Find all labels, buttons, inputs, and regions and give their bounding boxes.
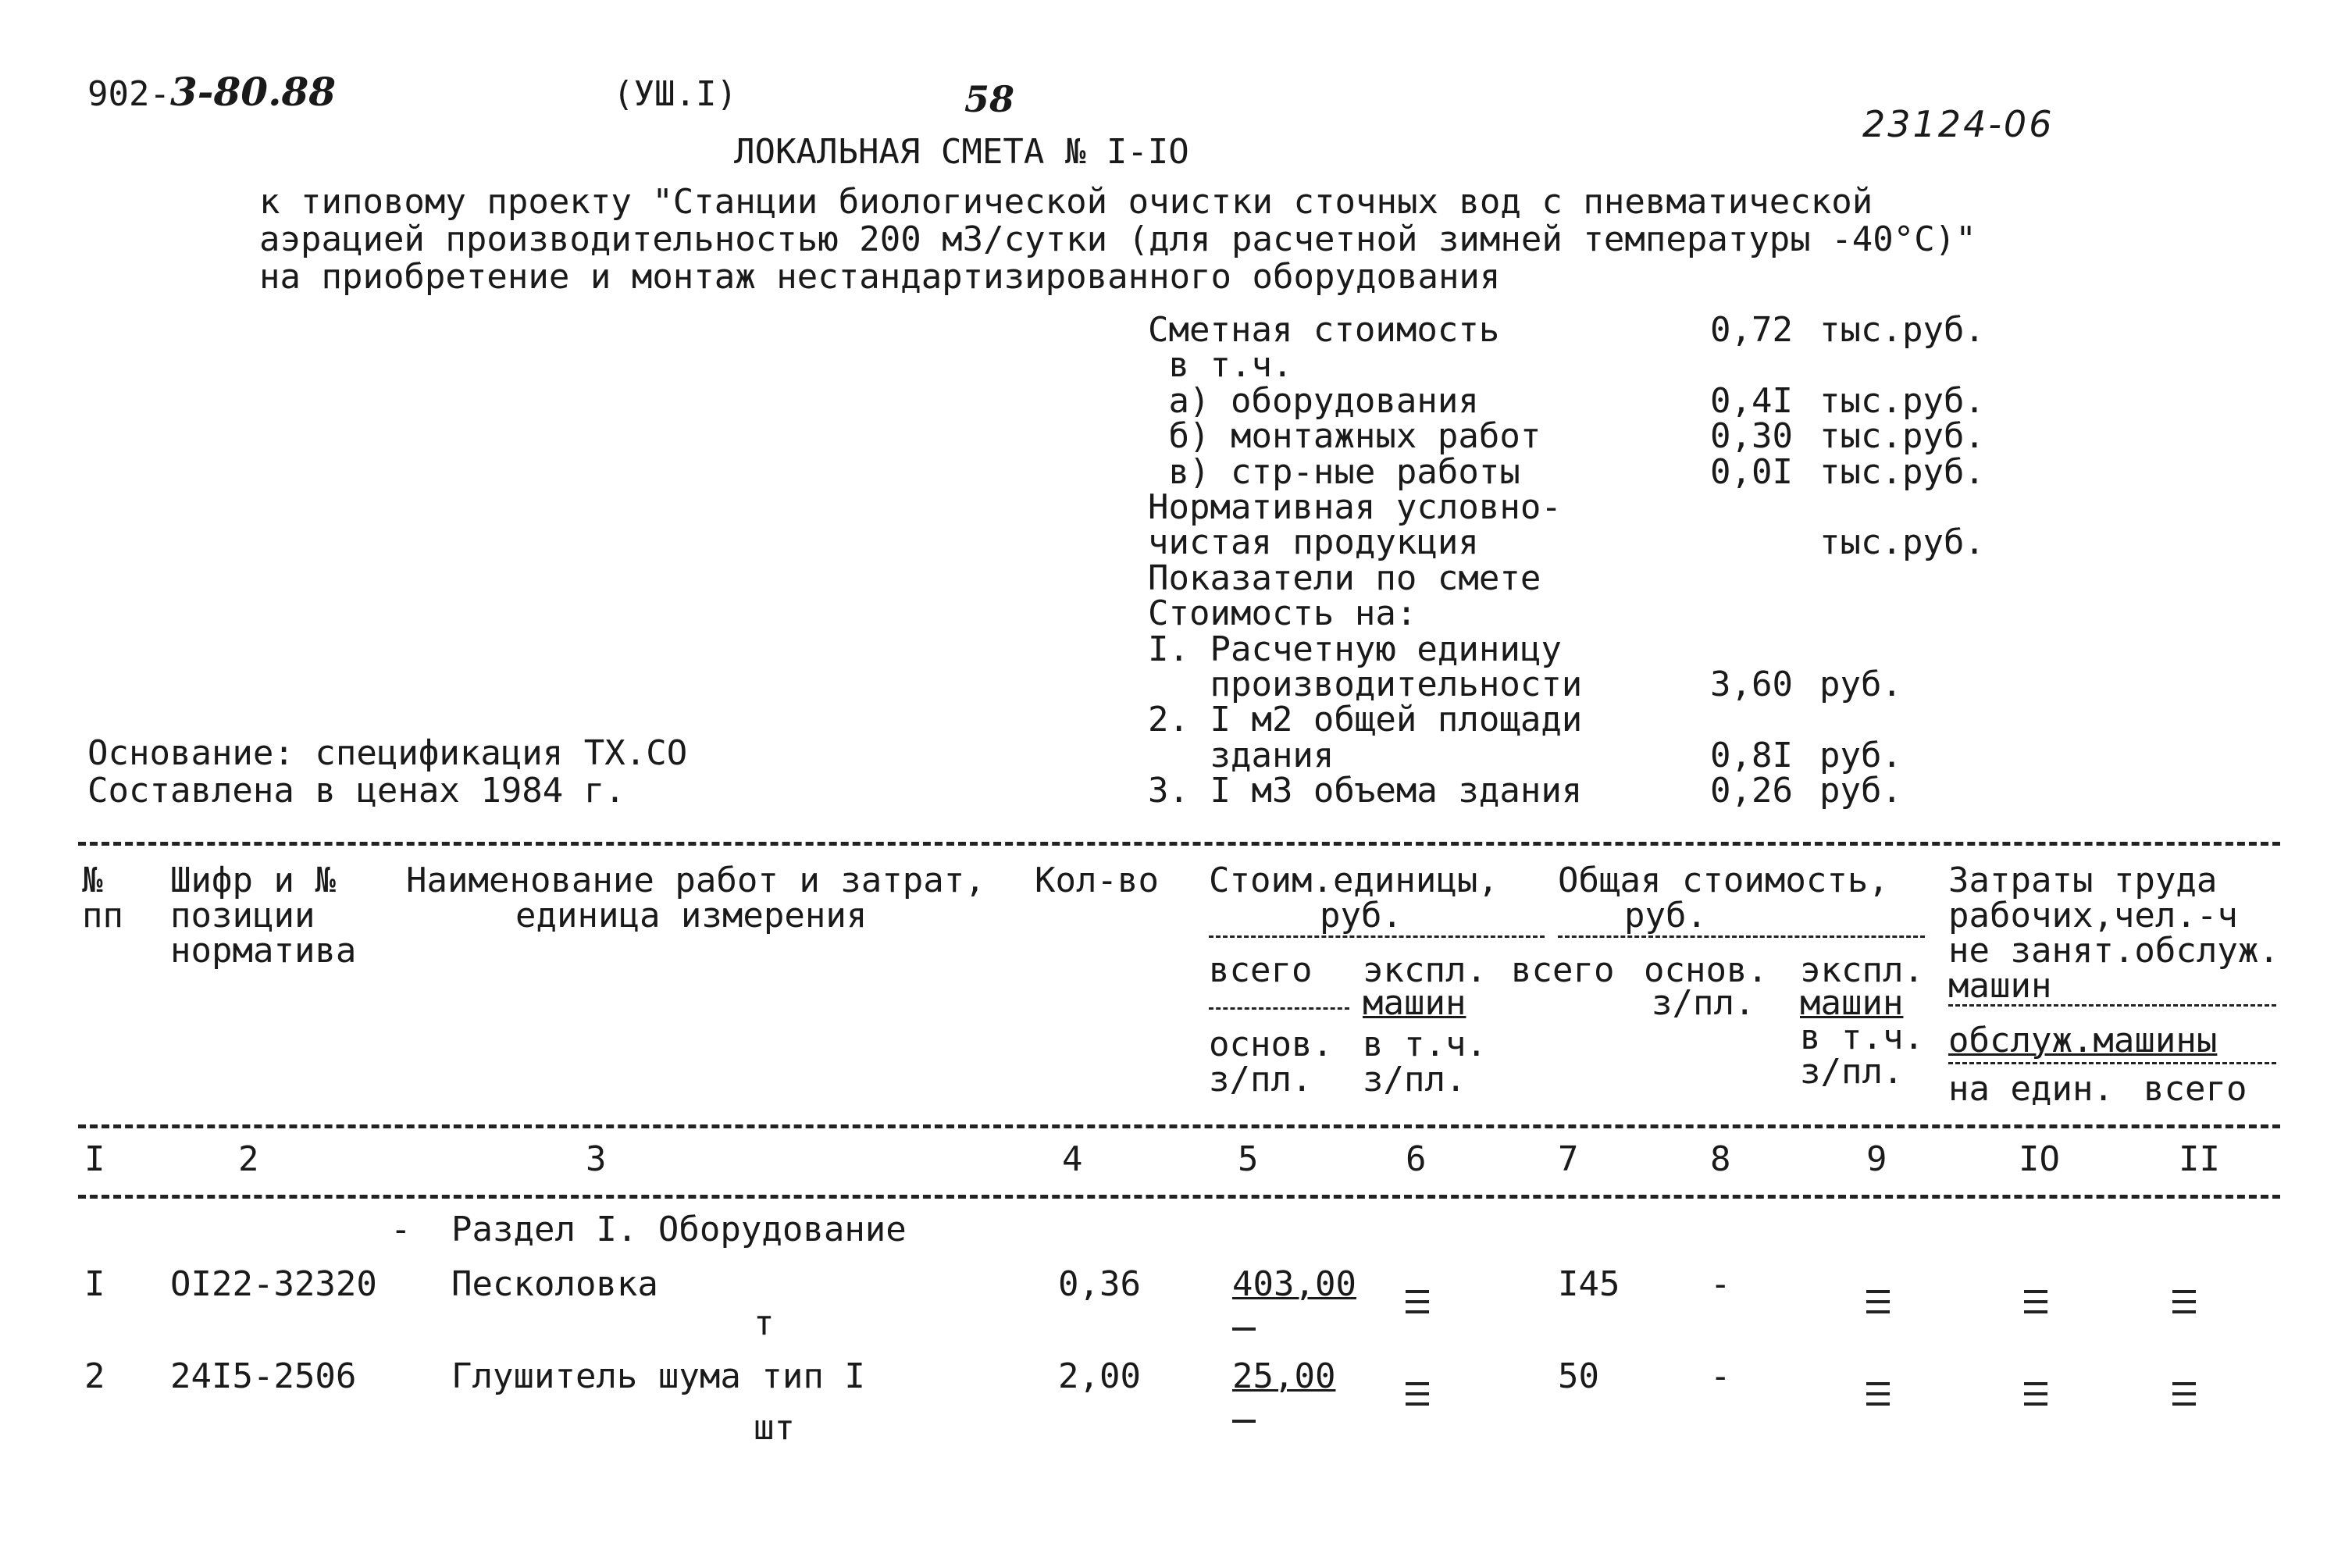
row-col11-dashes — [2172, 1382, 2196, 1413]
colnum-3: 3 — [586, 1139, 607, 1179]
summary-label: чистая продукция — [1148, 522, 1479, 563]
document-code-prefix: 902- — [87, 74, 170, 114]
row-name: Глушитель шума тип I — [451, 1356, 865, 1396]
sub-5-rule — [1209, 1007, 1349, 1010]
summary-label: б) монтажных работ — [1148, 416, 1541, 457]
summary-unit: руб. — [1819, 735, 1902, 775]
row-num: 2 — [84, 1356, 105, 1396]
sub-10-rule — [1948, 1062, 2276, 1064]
sub-5-total: всего — [1209, 950, 1313, 990]
header-bottom-rule — [78, 1124, 2280, 1128]
row-code: OI22-32320 — [170, 1264, 377, 1304]
colnum-10: IO — [2019, 1139, 2060, 1179]
group-rule-unit-cost — [1209, 935, 1545, 938]
row-col6-dashes — [1406, 1382, 1429, 1413]
header-total-cost: Общая стоимость, — [1558, 861, 1889, 900]
header-name-1: Наименование работ и затрат, — [406, 861, 985, 900]
summary-unit: руб. — [1819, 665, 1902, 704]
intro-line-1: к типовому проекту "Станции биологической очистки сточных вод с пневматической — [259, 182, 1873, 222]
row-unit-cost: 403,00 — [1232, 1264, 1356, 1304]
header-labour-4: машин — [1948, 966, 2052, 1006]
summary-label: а) оборудования — [1148, 380, 1479, 421]
row-col10-dashes — [2024, 1290, 2047, 1320]
colnum-11: II — [2179, 1139, 2220, 1179]
sub-6-expl: экспл. — [1363, 950, 1487, 990]
colnum-9: 9 — [1866, 1139, 1887, 1179]
header-num: № — [82, 861, 103, 900]
header-code-2: позиции — [170, 896, 315, 935]
row-qty: 0,36 — [1058, 1264, 1141, 1304]
summary-label: Показатели по смете — [1148, 558, 1541, 598]
sub-7-total: всего — [1511, 950, 1615, 990]
summary-unit: тыс.руб. — [1819, 451, 1985, 492]
volume-label: (УШ.I) — [613, 74, 737, 114]
summary-value: 3,60 — [1710, 665, 1793, 704]
header-unit-cost: Стоим.единицы, — [1209, 861, 1499, 900]
sub-10-per-unit: на един. — [1948, 1069, 2114, 1109]
row-col11-dashes — [2172, 1290, 2196, 1320]
summary-unit: тыс.руб. — [1819, 380, 1985, 421]
summary-value: 0,26 — [1710, 771, 1793, 811]
sub-9-wage: з/пл. — [1800, 1052, 1904, 1092]
sub-11-total: всего — [2144, 1069, 2247, 1109]
summary-unit: тыс.руб. — [1819, 310, 1985, 350]
row-unit: т — [754, 1303, 775, 1343]
row-name: Песколовка — [451, 1264, 658, 1304]
table-top-rule — [78, 842, 2280, 846]
row-unit: шт — [754, 1408, 795, 1448]
sub-6-machines: машин — [1363, 983, 1466, 1023]
header-qty: Кол-во — [1035, 861, 1159, 900]
sub-9-machines: машин — [1800, 983, 1904, 1023]
sub-6-wage: з/пл. — [1363, 1060, 1466, 1099]
sub-9-incl: в т.ч. — [1800, 1017, 1924, 1057]
sub-10-service: обслуж.машины — [1948, 1021, 2218, 1060]
colnum-4: 4 — [1062, 1139, 1083, 1179]
sub-8-base: основ. — [1644, 950, 1768, 990]
sub-5-base: основ. — [1209, 1025, 1333, 1064]
row-total: I45 — [1558, 1264, 1620, 1304]
section-dash: - — [390, 1210, 412, 1249]
summary-label: I. Расчетную единицу — [1148, 629, 1562, 669]
header-unit-cost-rub: руб. — [1320, 896, 1402, 935]
summary-value: 0,4I — [1710, 380, 1793, 421]
header-name-2: единица измерения — [515, 896, 868, 935]
summary-value: 0,30 — [1710, 416, 1793, 457]
colnum-2: 2 — [238, 1139, 259, 1179]
row-col8: - — [1710, 1356, 1731, 1396]
row-col9-dashes — [1866, 1290, 1890, 1320]
header-code-1: Шифр и № — [170, 861, 336, 900]
header-code-3: норматива — [170, 931, 357, 971]
row-unit-cost: 25,00 — [1232, 1356, 1336, 1396]
section-title: Раздел I. Оборудование — [451, 1210, 907, 1249]
row-num: I — [84, 1264, 105, 1304]
header-labour-1: Затраты труда — [1948, 861, 2218, 900]
colnum-6: 6 — [1406, 1139, 1427, 1179]
page-number: 58 — [964, 78, 1015, 120]
summary-label: Нормативная условно- — [1148, 487, 1562, 527]
header-pp: пп — [82, 896, 123, 935]
header-labour-3: не занят.обслуж. — [1948, 931, 2279, 971]
row-qty: 2,00 — [1058, 1356, 1141, 1396]
basis-line-1: Основание: спецификация ТХ.СО — [87, 733, 688, 773]
row-code: 24I5-2506 — [170, 1356, 357, 1396]
sub-5-wage: з/пл. — [1209, 1060, 1313, 1099]
summary-label: в т.ч. — [1148, 345, 1293, 386]
summary-label: производительности — [1148, 665, 1583, 704]
summary-label: Сметная стоимость — [1148, 310, 1500, 350]
header-total-cost-rub: руб. — [1624, 896, 1707, 935]
summary-unit: руб. — [1819, 771, 1902, 811]
colnum-bottom-rule — [78, 1195, 2280, 1199]
row-unit-cost-wage-dash — [1232, 1327, 1256, 1331]
row-col10-dashes — [2024, 1382, 2047, 1413]
summary-value: 0,72 — [1710, 310, 1793, 350]
colnum-1: I — [84, 1139, 105, 1179]
colnum-8: 8 — [1710, 1139, 1731, 1179]
sub-8-wage: з/пл. — [1652, 983, 1755, 1023]
summary-label: в) стр-ные работы — [1148, 451, 1520, 492]
header-labour-2: рабочих,чел.-ч — [1948, 896, 2238, 935]
row-unit-cost-wage-dash — [1232, 1420, 1256, 1423]
summary-label: здания — [1148, 735, 1335, 775]
document-code-handwritten: 3-80.88 — [169, 69, 337, 115]
summary-unit: тыс.руб. — [1819, 522, 1985, 563]
basis-line-2: Составлена в ценах 1984 г. — [87, 771, 625, 811]
summary-unit: тыс.руб. — [1819, 416, 1985, 457]
colnum-7: 7 — [1558, 1139, 1579, 1179]
document-title: ЛОКАЛЬНАЯ СМЕТА № I-IO — [734, 132, 1189, 172]
intro-line-2: аэрацией производительностью 200 м3/сутки (для расчетной зимней температуры -40°С)" — [259, 219, 1976, 259]
sub-9-expl: экспл. — [1800, 950, 1924, 990]
group-rule-labour — [1948, 1004, 2276, 1007]
row-col8: - — [1710, 1264, 1731, 1304]
intro-line-3: на приобретение и монтаж нестандартизированного оборудования — [259, 257, 1501, 297]
summary-value: 0,8I — [1710, 735, 1793, 775]
summary-label: 3. I м3 объема здания — [1148, 771, 1583, 811]
row-col6-dashes — [1406, 1290, 1429, 1320]
archive-number: 23124-06 — [1862, 103, 2054, 145]
sub-6-incl: в т.ч. — [1363, 1025, 1487, 1064]
row-total: 50 — [1558, 1356, 1599, 1396]
summary-label: 2. I м2 общей площади — [1148, 700, 1583, 740]
colnum-5: 5 — [1238, 1139, 1259, 1179]
row-col9-dashes — [1866, 1382, 1890, 1413]
document-code — [87, 69, 337, 115]
group-rule-total-cost — [1558, 935, 1925, 938]
summary-value: 0,0I — [1710, 451, 1793, 492]
summary-label: Стоимость на: — [1148, 593, 1417, 634]
